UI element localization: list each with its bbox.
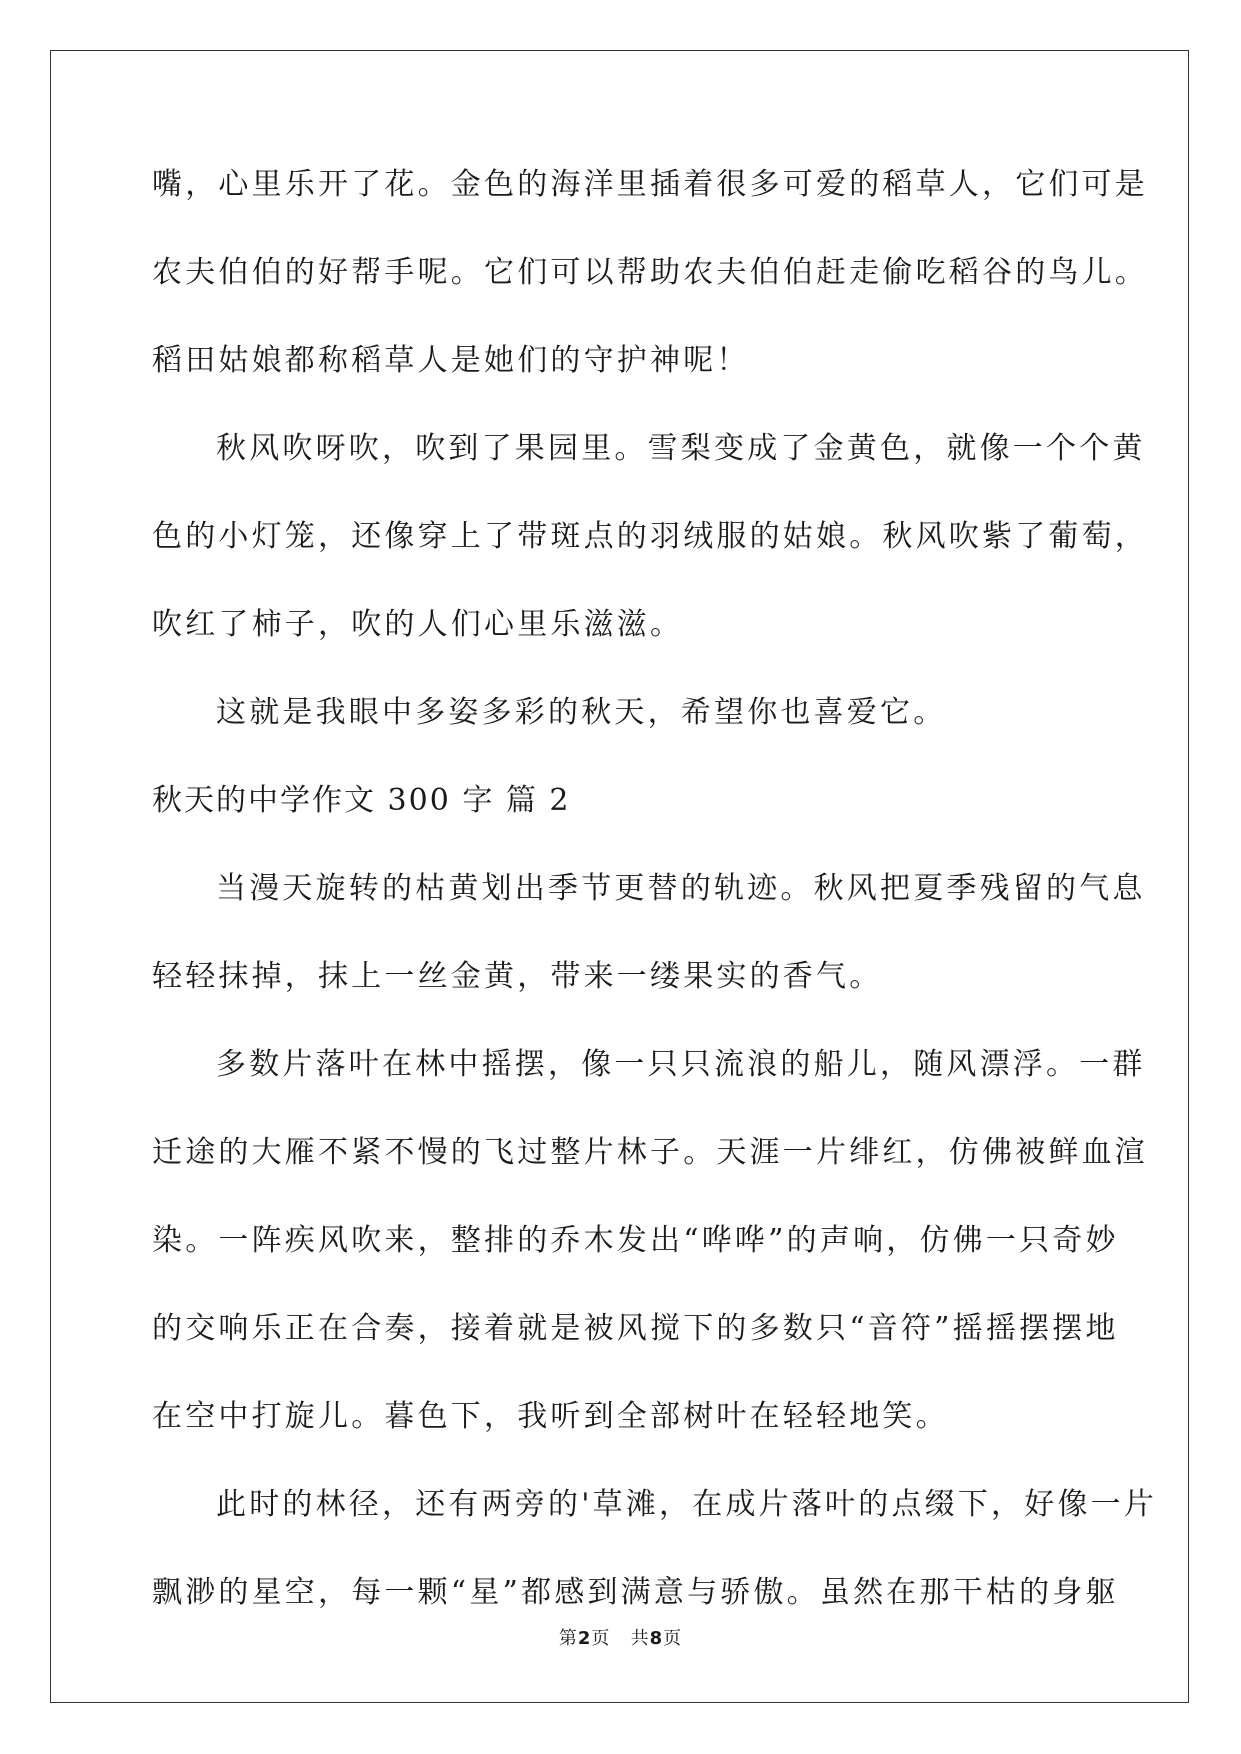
paragraph-first-line: 多数片落叶在林中摇摆，像一只只流浪的船儿，随风漂浮。一群 [216, 1047, 1146, 1082]
body-line: 的交响乐正在合奏，接着就是被风搅下的多数只“音符”摇摇摆摆地 [152, 1311, 1119, 1346]
paragraph-first-line: 这就是我眼中多姿多彩的秋天，希望你也喜爱它。 [216, 695, 947, 730]
body-line: 染。一阵疾风吹来，整排的乔木发出“哗哗”的声响，仿佛一只奇妙 [152, 1223, 1119, 1258]
body-line: 嘴，心里乐开了花。金色的海洋里插着很多可爱的稻草人，它们可是 [152, 167, 1148, 202]
body-line: 在空中打旋儿。暮色下，我听到全部树叶在轻轻地笑。 [152, 1399, 949, 1434]
page-suffix: 页 [591, 1628, 611, 1649]
page-footer [0, 1624, 1241, 1650]
page-prefix: 第 [558, 1628, 578, 1649]
body-line: 吹红了柿子，吹的人们心里乐滋滋。 [152, 607, 684, 642]
total-suffix: 页 [663, 1628, 683, 1649]
page-number: 2 [577, 1628, 592, 1649]
body-line: 稻田姑娘都称稻草人是她们的守护神呢！ [152, 343, 750, 378]
paragraph-first-line: 当漫天旋转的枯黄划出季节更替的轨迹。秋风把夏季残留的气息 [216, 871, 1146, 906]
total-prefix: 共 [630, 1628, 650, 1649]
total-pages: 8 [649, 1628, 664, 1649]
body-line: 色的小灯笼，还像穿上了带斑点的羽绒服的姑娘。秋风吹紫了葡萄， [152, 519, 1148, 554]
section-heading: 秋天的中学作文 300 字 篇 2 [152, 783, 571, 818]
paragraph-first-line: 此时的林径，还有两旁的'草滩，在成片落叶的点缀下，好像一片 [216, 1487, 1158, 1522]
body-line: 农夫伯伯的好帮手呢。它们可以帮助农夫伯伯赶走偷吃稻谷的鸟儿。 [152, 255, 1148, 290]
paragraph-first-line: 秋风吹呀吹，吹到了果园里。雪梨变成了金黄色，就像一个个黄 [216, 431, 1146, 466]
body-line: 迁途的大雁不紧不慢的飞过整片林子。天涯一片绯红，仿佛被鲜血渲 [152, 1135, 1148, 1170]
body-line: 飘渺的星空，每一颗“星”都感到满意与骄傲。虽然在那干枯的身躯 [152, 1575, 1119, 1610]
body-line: 轻轻抹掉，抹上一丝金黄，带来一缕果实的香气。 [152, 959, 883, 994]
